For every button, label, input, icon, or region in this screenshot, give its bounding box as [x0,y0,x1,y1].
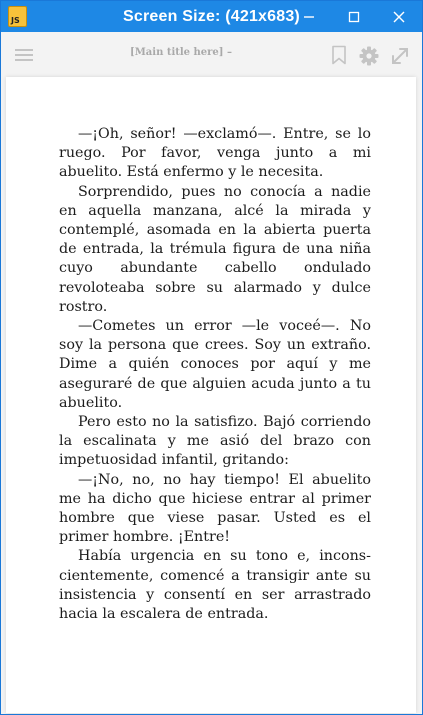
bookmark-icon [330,45,348,65]
document-title: [Main title here] – [130,47,232,58]
page-text [59,125,371,624]
settings-button[interactable] [358,45,380,67]
menu-button[interactable] [13,46,35,64]
paragraph: —¡No, no, no hay tiempo! El abuelito me ha dicho que hiciese entrar al primer hombre que viese pasar. Usted es el primer hombre. ¡Entre! [59,471,371,546]
fullscreen-button[interactable] [389,45,411,67]
maximize-icon [348,11,360,23]
maximize-button[interactable] [331,1,377,32]
app-icon-label: JS [11,16,20,25]
gear-icon [358,45,380,67]
paragraph: —¡Oh, señor! —exclamó—. Entre, se lo ruego. Por favor, venga junto a mi abuelito. Está enfermo y le necesita. [59,126,371,181]
hamburger-menu-icon [13,46,35,64]
reader-toolbar [1,32,422,77]
paragraph: —Cometes un error —le voceé—. No soy la persona que crees. Soy un extraño. Dime a quién conoces por aquí y me aseguraré de que alguien acuda junto a tu abuelito. [59,318,371,411]
minimize-button[interactable] [286,1,332,32]
close-button[interactable] [376,1,422,32]
title-bar[interactable] [1,1,422,32]
expand-icon [389,45,411,67]
paragraph: Sorprendido, pues no conocía a nadie en aquella manzana, alcé la mirada y contemplé, asomada en la abierta puerta de entrada, la trémula figura de una niña cuyo abundante cabello ondulado revoloteaba sobre su alarmado y dulce rostro. [59,183,371,315]
book-page [6,77,416,713]
paragraph: Había urgencia en su tono e, inconscientemente, comencé a transigir ante su insistencia y consentí en ser arrastrado hacia la escalera de entrada. [59,548,371,623]
close-icon [393,11,405,23]
paragraph: Pero esto no la satisfizo. Bajó corriendo la escalinata y me asió del brazo con impetuosidad infantil, gritando: [59,414,371,469]
minimize-icon [303,11,315,23]
bookmark-button[interactable] [330,45,348,65]
window-title: Screen Size: (421x683) [123,8,300,25]
